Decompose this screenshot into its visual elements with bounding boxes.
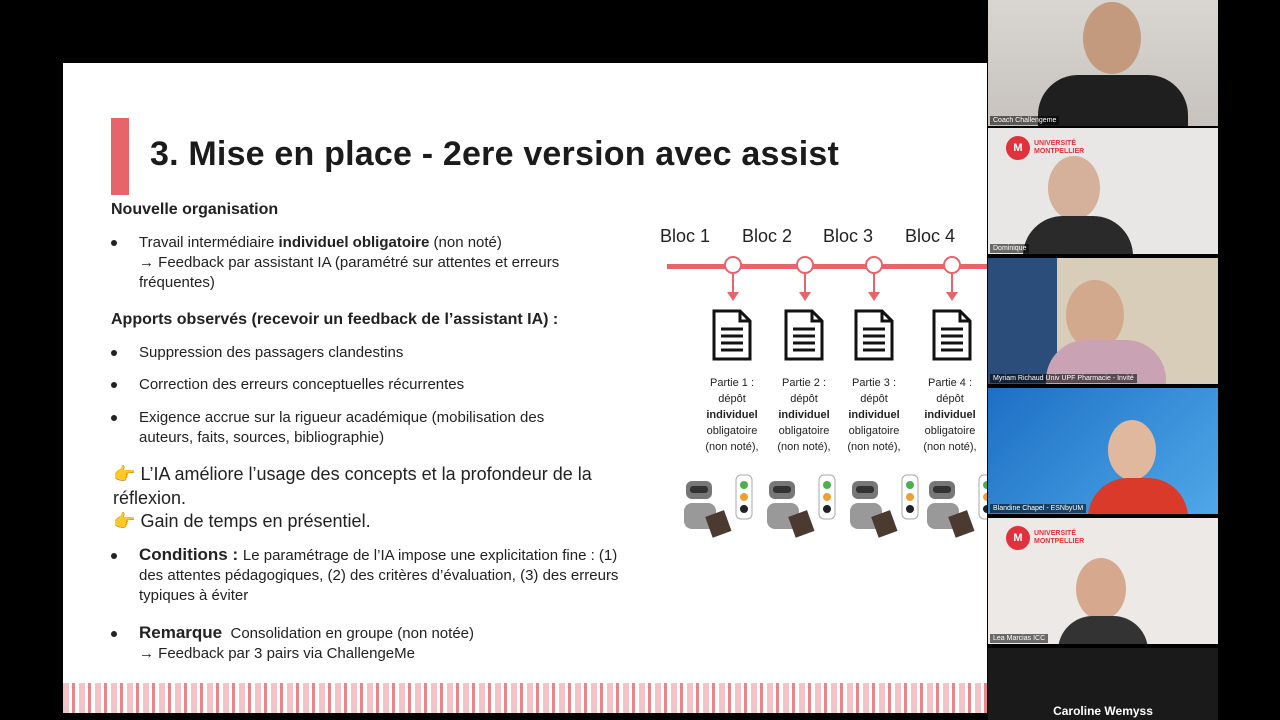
slide-footer-pattern [63,683,987,713]
section-title-organisation: Nouvelle organisation [111,201,279,218]
participant-name: Caroline Wemyss [1053,704,1153,718]
arrow-icon [951,274,953,294]
bloc-label: Bloc 2 [742,226,793,246]
robot-traffic-light-icon [846,473,924,545]
participant-body [1058,616,1148,644]
participant-name: Coach Challengeme [990,116,1059,125]
participant-face [1108,420,1156,480]
part-label: Partie 2 : dépôt individuel obligatoire (non noté), [777,377,831,453]
highlight-time: 👉 Gain de temps en présentiel. [113,511,371,531]
university-logo: M UNIVERSITÉ MONTPELLIER [1006,526,1084,550]
participant-video[interactable] [988,518,1218,644]
arrow-icon [873,274,875,294]
highlight-ia: 👉 L’IA améliore l’usage des concepts et la profondeur de la réflexion. [113,464,592,508]
arrow-icon [804,274,806,294]
arrow-head [727,292,739,301]
slide-title: 3. Mise en place - 2ere version avec assist [150,135,839,173]
participant-video-camera-off[interactable] [988,648,1218,720]
timeline-node [865,256,883,274]
organisation-line: Travail intermédiaire individuel obligatoire (non noté) → Feedback par assistant IA (paramétré sur attentes et erreurs fréquentes) [139,234,560,291]
bloc-label: Bloc 4 [905,226,956,246]
pointing-hand-icon: 👉 [113,511,136,531]
participant-face [1048,156,1100,220]
timeline-node [796,256,814,274]
bullet [111,382,117,388]
part-label: Partie 1 : dépôt individuel obligatoire (non noté), [705,377,759,453]
timeline-node [943,256,961,274]
participant-video[interactable] [988,128,1218,254]
document-icon [712,309,752,361]
document-icon [784,309,824,361]
presentation-slide [63,63,987,713]
participant-body [1023,216,1133,254]
bloc-label: Bloc 1 [660,226,711,246]
bloc-label: Bloc 3 [823,226,874,246]
bullet [111,240,117,246]
participant-video[interactable] [988,258,1218,384]
participant-name: Lea Marcias ICC [990,634,1048,643]
bullet [111,350,117,356]
document-icon [854,309,894,361]
participant-video[interactable] [988,0,1218,126]
part-label: Partie 4 : dépôt individuel obligatoire (non noté), [923,377,977,453]
section-title-apports: Apports observés (recevoir un feedback de l’assistant IA) : [111,311,559,328]
arrow-head [946,292,958,301]
arrow-icon [732,274,734,294]
robot-traffic-light-icon [763,473,841,545]
participant-body [1088,478,1188,514]
apport-item: Exigence accrue sur la rigueur académique (mobilisation des auteurs, faits, sources, bibliographie) [139,409,545,446]
participant-name: Myriam Richaud Univ UPF Pharmacie - Invité [990,374,1137,383]
participant-face [1083,2,1141,74]
participant-face [1076,558,1126,620]
apport-item: Correction des erreurs conceptuelles récurrentes [139,376,465,393]
timeline-node [724,256,742,274]
timeline-line [667,264,987,269]
robot-traffic-light-icon [923,473,987,545]
document-icon [932,309,972,361]
title-accent-bar [111,118,129,195]
apport-item: Suppression des passagers clandestins [139,344,404,361]
part-label: Partie 3 : dépôt individuel obligatoire (non noté), [847,377,901,453]
university-logo: M UNIVERSITÉ MONTPELLIER [1006,136,1084,160]
bullet [111,553,117,559]
remarque-text: Remarque Consolidation en groupe (non notée) → Feedback par 3 pairs via ChallengeMe [139,623,474,662]
participant-video[interactable] [988,388,1218,514]
participant-body [1038,75,1188,126]
arrow-head [799,292,811,301]
arrow-head [868,292,880,301]
bullet [111,415,117,421]
conditions-text: Conditions : Le paramétrage de l’IA impose une explicitation fine : (1) des attentes pédagogiques, (2) des critères d’évaluation, (3) des erreurs typiques à éviter [139,545,619,604]
participant-name: Blandine Chapel - ESNbyUM [990,504,1086,513]
participant-name: Dominique [990,244,1029,253]
bullet [111,631,117,637]
robot-traffic-light-icon [680,473,758,545]
pointing-hand-icon: 👉 [113,464,136,484]
